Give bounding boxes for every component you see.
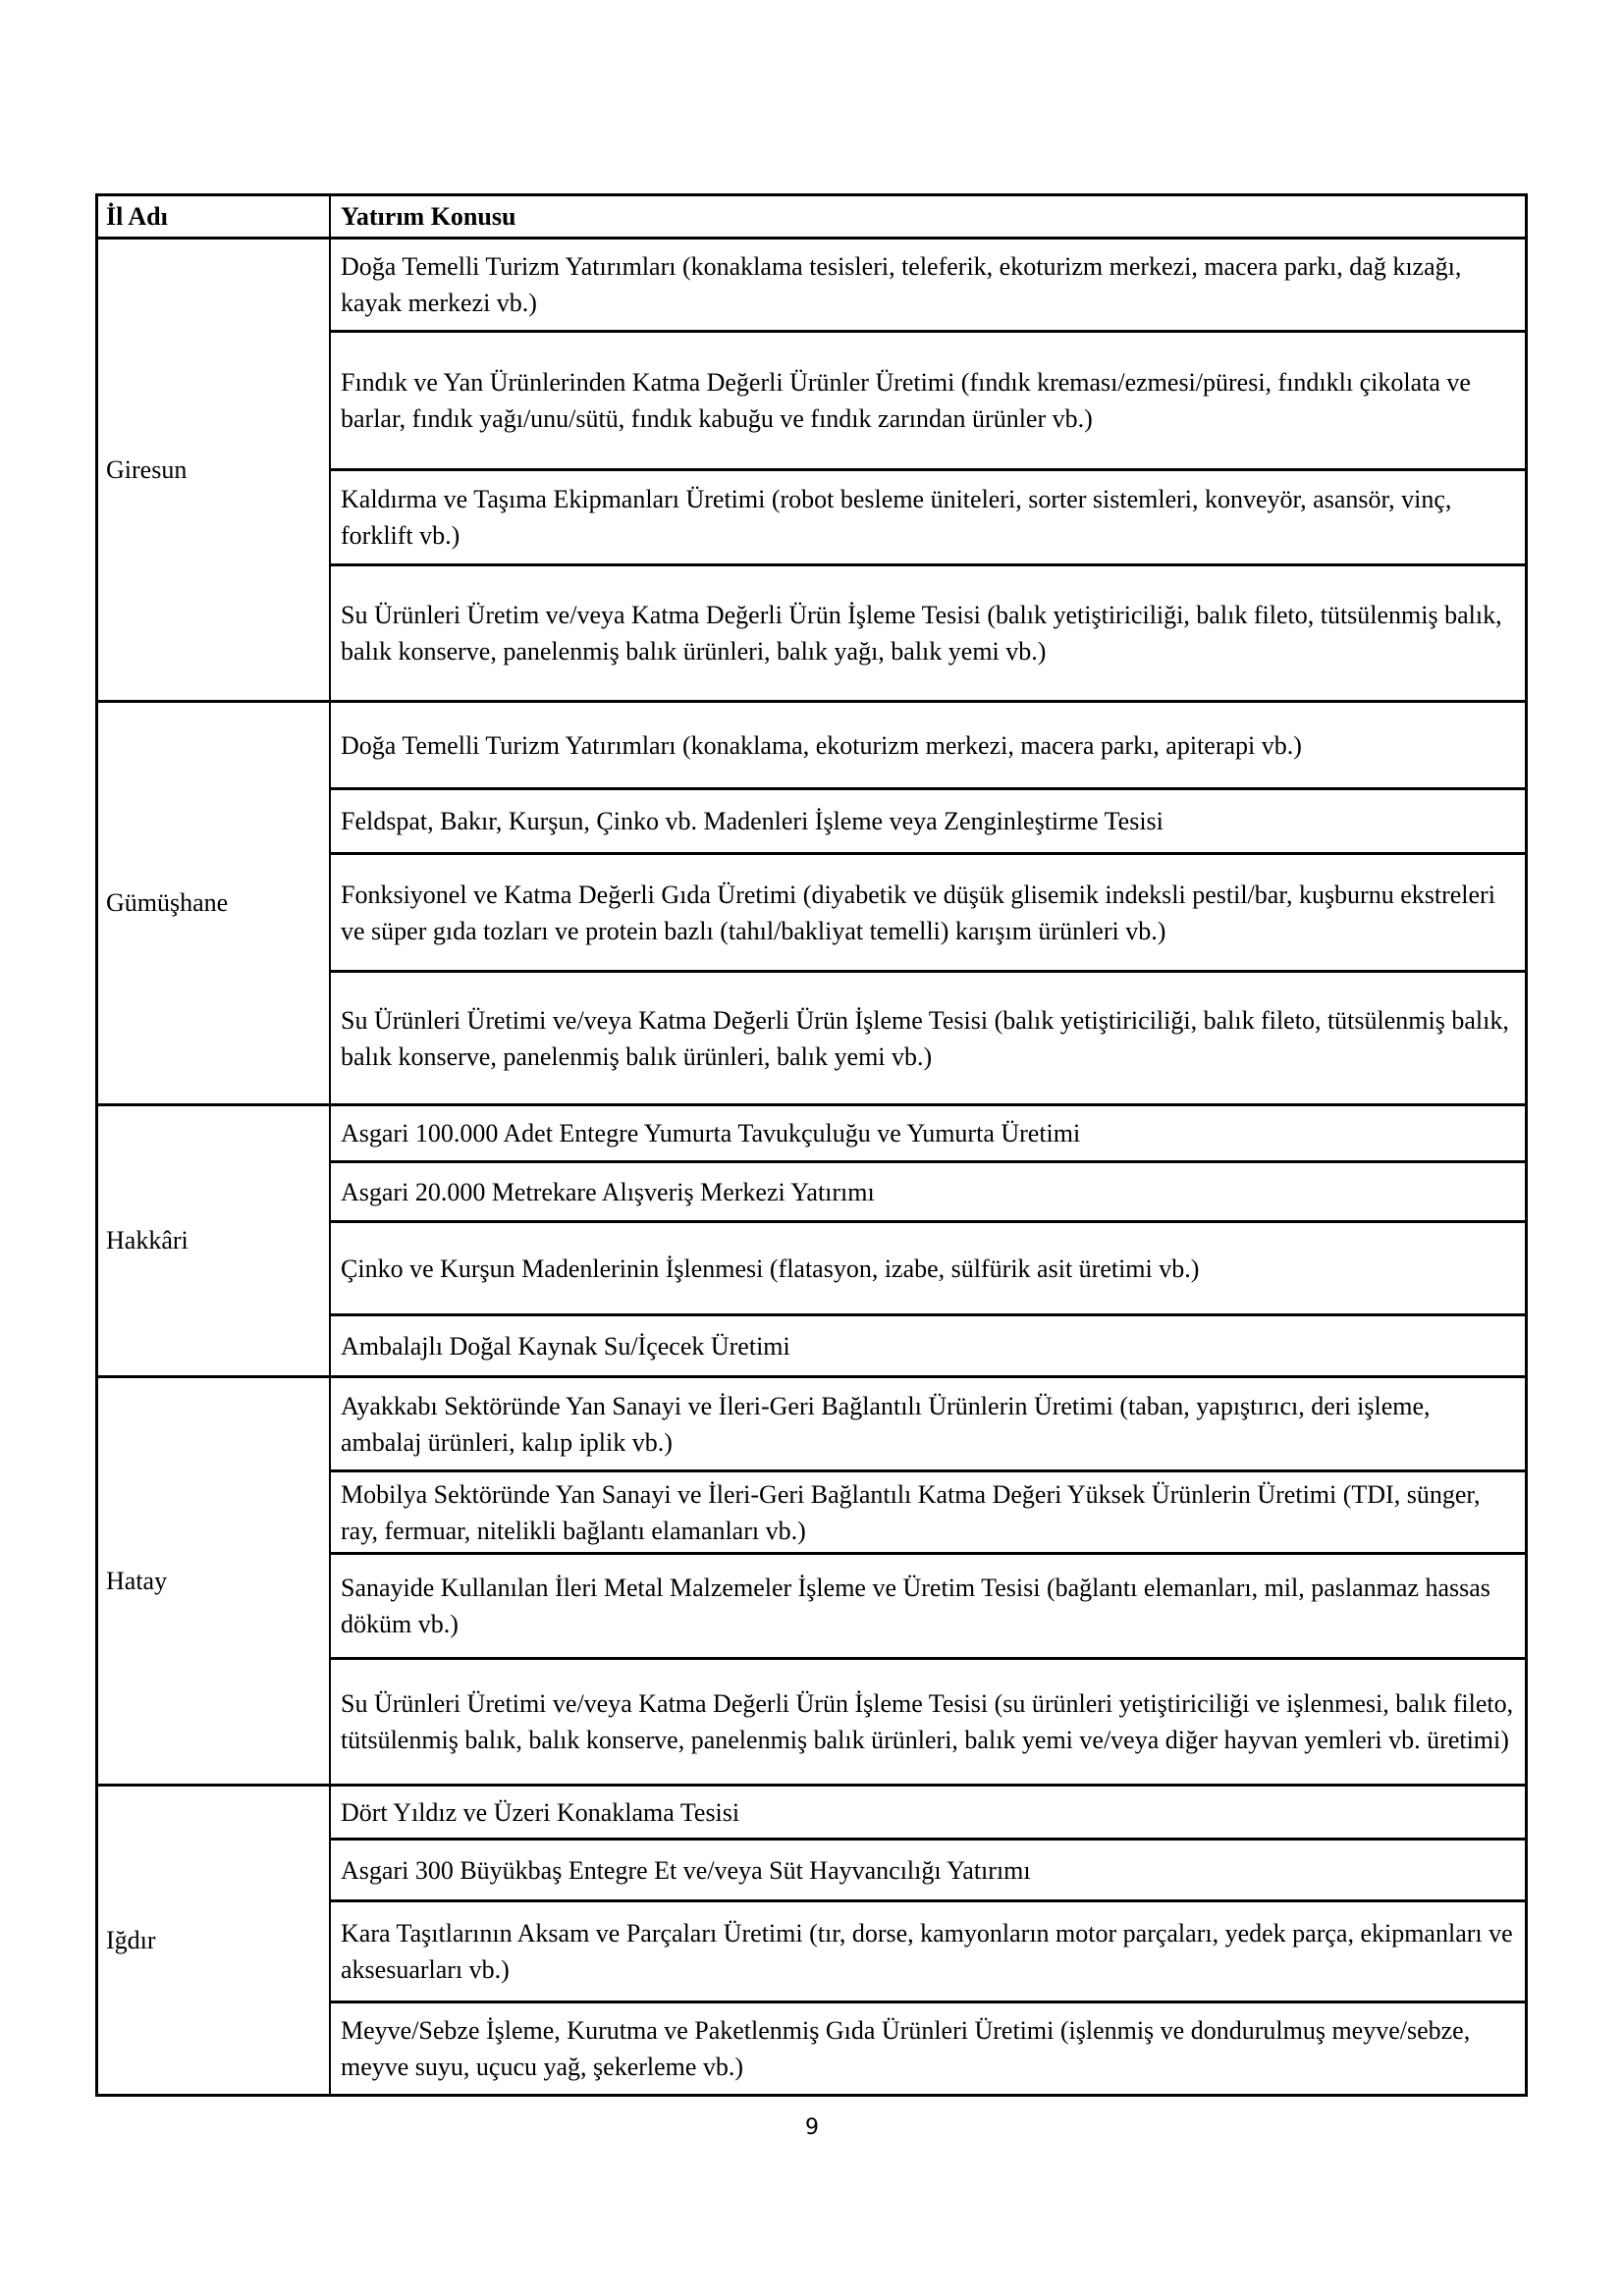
investment-topic-text: Feldspat, Bakır, Kurşun, Çinko vb. Madenleri İşleme veya Zenginleştirme Tesisi: [341, 807, 1164, 835]
investment-topic-text: Doğa Temelli Turizm Yatırımları (konaklama tesisleri, teleferik, ekoturizm merkezi, macera parkı, dağ kızağı, kayak merkezi vb.): [341, 252, 1462, 317]
investment-topic-cell: [331, 855, 1525, 973]
investment-topic-text: Mobilya Sektöründe Yan Sanayi ve İleri-Geri Bağlantılı Katma Değeri Yüksek Ürünlerin Üretimi (TDI, sünger, ray, fermuar, nitelikli bağlantı elamanları vb.): [341, 1479, 1481, 1545]
page-number: 9: [805, 2115, 819, 2140]
investment-topic-cell: [331, 973, 1525, 1103]
investment-topic-cell: [331, 1316, 1525, 1375]
investment-topic-text: Çinko ve Kurşun Madenlerinin İşlenmesi (flatasyon, izabe, sülfürik asit üretimi vb.): [341, 1254, 1200, 1283]
investment-topic-cell: [331, 1378, 1525, 1472]
province-group-hakkari: [98, 1106, 1525, 1378]
province-name: Hakkâri: [98, 1106, 331, 1375]
investment-topic-text: Doğa Temelli Turizm Yatırımları (konaklama, ekoturizm merkezi, macera parkı, apiterapi vb.): [341, 730, 1302, 760]
investment-topic-text: Fonksiyonel ve Katma Değerli Gıda Üretimi (diyabetik ve düşük glisemik indeksli pestil/bar, kuşburnu ekstreleri ve süper gıda tozları ve protein bazlı (tahıl/bakliyat temelli) karışım ürünleri vb.): [341, 880, 1495, 945]
investment-topic-cell: [331, 1787, 1525, 1841]
investment-topic-text: Ambalajlı Doğal Kaynak Su/İçecek Üretimi: [341, 1331, 790, 1361]
province-group-igdir: [98, 1787, 1525, 2094]
investment-topic-text: Sanayide Kullanılan İleri Metal Malzemeler İşleme ve Üretim Tesisi (bağlantı elemanları, mil, paslanmaz hassas döküm vb.): [341, 1574, 1490, 1638]
investment-topic-cell: [331, 1902, 1525, 2003]
investment-topic-cell: [331, 471, 1525, 566]
province-name: Iğdır: [98, 1787, 331, 2094]
investment-topic-cell: [331, 703, 1525, 790]
investment-topic-text: Su Ürünleri Üretim ve/veya Katma Değerli Ürün İşleme Tesisi (balık yetiştiriciliği, balık fileto, tütsülenmiş balık, balık konserve, panelenmiş balık ürünleri, balık yağı, balık yemi vb.): [341, 601, 1502, 666]
investment-topic-text: Ayakkabı Sektöründe Yan Sanayi ve İleri-Geri Bağlantılı Ürünlerin Üretimi (taban, yapıştırıcı, deri işleme, ambalaj ürünleri, kalıp iplik vb.): [341, 1391, 1431, 1457]
investment-topic-text: Asgari 300 Büyükbaş Entegre Et ve/veya Süt Hayvancılığı Yatırımı: [341, 1855, 1031, 1885]
province-group-hatay: [98, 1378, 1525, 1787]
province-name: Hatay: [98, 1378, 331, 1784]
investment-topic-cell: [331, 566, 1525, 700]
province-name: Gümüşhane: [98, 703, 331, 1103]
investment-topic-cell: [331, 2003, 1525, 2094]
investment-topic-cell: [331, 1555, 1525, 1660]
header-province: İl Adı: [98, 196, 331, 237]
investment-topic-cell: [331, 1660, 1525, 1784]
province-group-giresun: [98, 240, 1525, 703]
investment-topic-text: Meyve/Sebze İşleme, Kurutma ve Paketlenmiş Gıda Ürünleri Üretimi (işlenmiş ve dondurulmuş meyve/sebze, meyve suyu, uçucu yağ, şekerleme vb.): [341, 2016, 1471, 2081]
province-group-gumushane: [98, 703, 1525, 1106]
investment-topic-cell: [331, 1163, 1525, 1223]
investment-topic-cell: [331, 1223, 1525, 1316]
investment-topic-text: Fındık ve Yan Ürünlerinden Katma Değerli Ürünler Üretimi (fındık kreması/ezmesi/püresi, fındıklı çikolata ve barlar, fındık yağı/unu/sütü, fındık kabuğu ve fındık zarından ürünler vb.): [341, 368, 1471, 433]
investment-topic-text: Kaldırma ve Taşıma Ekipmanları Üretimi (robot besleme üniteleri, sorter sistemleri, konveyör, asansör, vinç, forklift vb.): [341, 485, 1452, 550]
investment-topic-cell: [331, 333, 1525, 471]
investment-table: [95, 193, 1528, 2097]
investment-topic-text: Asgari 20.000 Metrekare Alışveriş Merkezi Yatırımı: [341, 1177, 875, 1206]
investment-topic-cell: [331, 240, 1525, 333]
investment-topic-cell: [331, 1106, 1525, 1163]
investment-topic-cell: [331, 1841, 1525, 1902]
province-name: Giresun: [98, 240, 331, 700]
header-investment-topic: Yatırım Konusu: [341, 201, 516, 231]
investment-topic-text: Asgari 100.000 Adet Entegre Yumurta Tavukçuluğu ve Yumurta Üretimi: [341, 1119, 1081, 1148]
investment-topic-text: Su Ürünleri Üretimi ve/veya Katma Değerli Ürün İşleme Tesisi (su ürünleri yetiştiriciliği ve işlenmesi, balık fileto, tütsülenmiş balık, balık konserve, panelenmiş balık ürünleri, balık yemi ve/veya diğer hayvan yemleri vb. üretimi): [341, 1689, 1514, 1754]
investment-topic-text: Dört Yıldız ve Üzeri Konaklama Tesisi: [341, 1797, 740, 1827]
investment-topic-text: Kara Taşıtlarının Aksam ve Parçaları Üretimi (tır, dorse, kamyonların motor parçaları, yedek parça, ekipmanları ve aksesuarları vb.): [341, 1919, 1513, 1984]
table-header-row: [98, 196, 1525, 240]
investment-topic-text: Su Ürünleri Üretimi ve/veya Katma Değerli Ürün İşleme Tesisi (balık yetiştiriciliği, balık fileto, tütsülenmiş balık, balık konserve, panelenmiş balık ürünleri, balık yemi vb.): [341, 1005, 1509, 1071]
investment-topic-cell: [331, 790, 1525, 855]
investment-topic-cell: [331, 1472, 1525, 1555]
